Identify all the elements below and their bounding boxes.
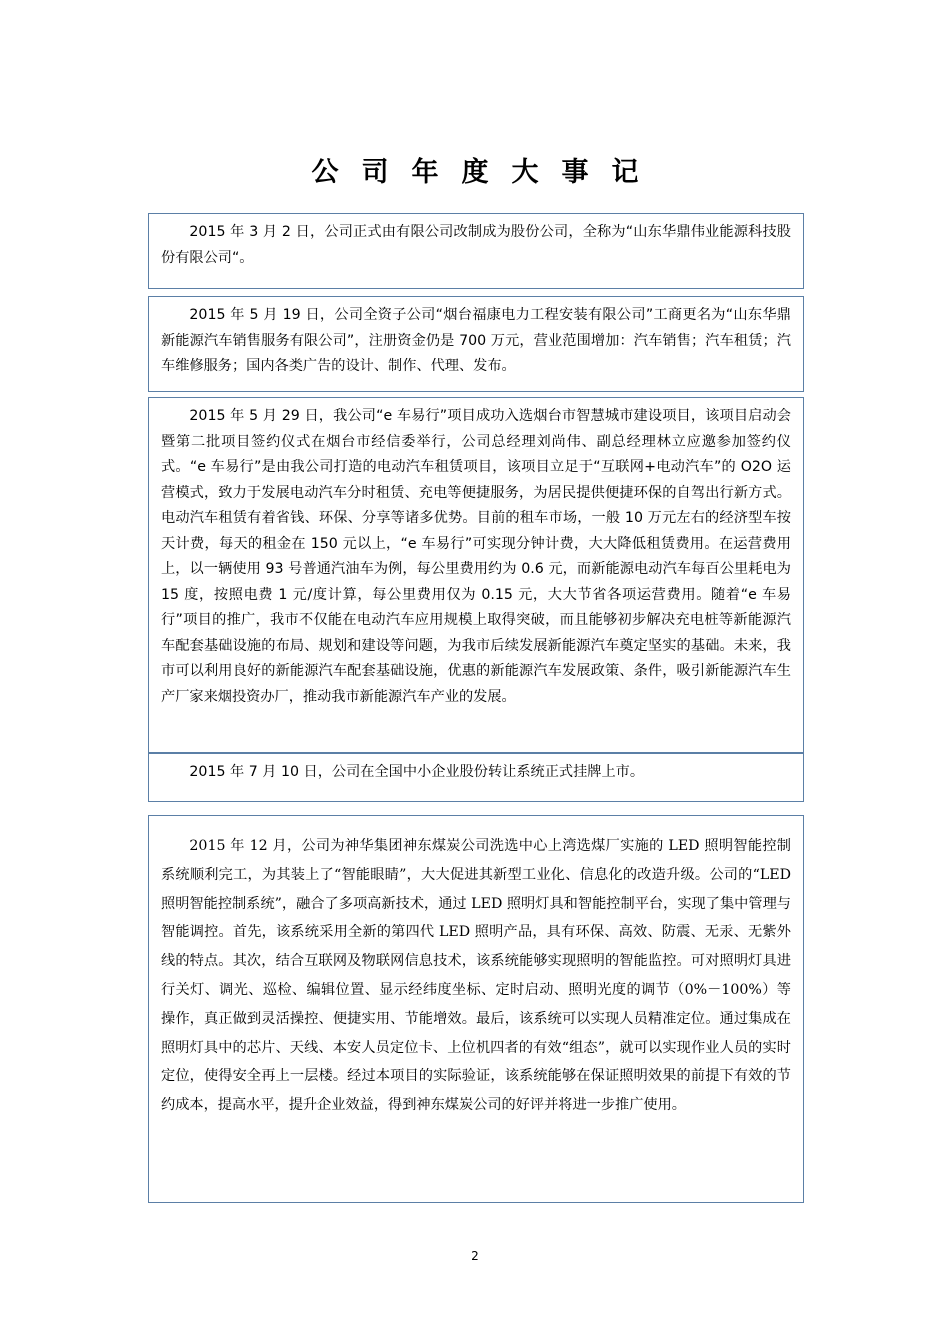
event-text: 2015 年 7 月 10 日，公司在全国中小企业股份转让系统正式挂牌上市。 bbox=[189, 764, 645, 780]
event-text: 2015 年 5 月 19 日，公司全资子公司“烟台福康电力工程安装有限公司”工商更名为“山东华鼎新能源汽车销售服务有限公司”，注册资金仍是 700 万元，营业范围增加：汽车销售；汽车租赁；汽车维修服务；国内各类广告的设计、制作、代理、发布。 bbox=[161, 307, 791, 374]
event-text: 2015 年 3 月 2 日，公司正式由有限公司改制成为股份公司，全称为“山东华鼎伟业能源科技股份有限公司“。 bbox=[161, 224, 791, 266]
event-text: 2015 年 12 月，公司为神华集团神东煤炭公司洗选中心上湾选煤厂实施的 LED 照明智能控制系统顺利完工，为其装上了“智能眼睛”，大大促进其新型工业化、信息化的改造升级。公司的“LED 照明智能控制系统”，融合了多项高新技术，通过 LED 照明灯具和智能控制平台，实现了集中管理与智能调控。首先，该系统采用全新的第四代 LED 照明产品，具有环保、高效、防震、无汞、无紫外线的特点。其次，结合互联网及物联网信息技术，该系统能够实现照明的智能监控。可对照明灯具进行关灯、调光、巡检、编辑位置、显示经纬度坐标、定时启动、照明光度的调节（0%－100%）等操作，真正做到灵活操控、便捷实用、节能增效。最后，该系统可以实现人员精准定位。通过集成在照明灯具中的芯片、天线、本安人员定位卡、上位机四者的有效“组态”，就可以实现作业人员的实时定位，使得安全再上一层楼。经过本项目的实际验证，该系统能够在保证照明效果的前提下有效的节约成本，提高水平，提升企业效益，得到神东煤炭公司的好评并将进一步推广使用。 bbox=[161, 838, 791, 1114]
event-box-2015-03-02 bbox=[148, 213, 804, 289]
event-box-2015-12 bbox=[148, 815, 804, 1203]
event-text: 2015 年 5 月 29 日，我公司“e 车易行”项目成功入选烟台市智慧城市建设项目，该项目启动会暨第二批项目签约仪式在烟台市经信委举行，公司总经理刘尚伟、副总经理林立应邀参加签约仪式。“e 车易行”是由我公司打造的电动汽车租赁项目，该项目立足于“互联网+电动汽车”的 O2O 运营模式，致力于发展电动汽车分时租赁、充电等便捷服务，为居民提供便捷环保的自驾出行新方式。 电动汽车租赁有着省钱、环保、分享等诸多优势。目前的租车市场，一般 10 万元左右的经济型车按天计费，每天的租金在 150 元以上，“e 车易行”可实现分钟计费，大大降低租赁费用。在运营费用上，以一辆使用 93 号普通汽油车为例，每公里费用约为 0.6 元，而新能源电动汽车每百公里耗电为 15 度，按照电费 1 元/度计算，每公里费用仅为 0.15 元，大大节省各项运营费用。随着“e 车易行”项目的推广，我市不仅能在电动汽车应用规模上取得突破，而且能够初步解决充电桩等新能源汽车配套基础设施的布局、规划和建设等问题，为我市后续发展新能源汽车奠定坚实的基础。未来，我市可以利用良好的新能源汽车配套基础设施，优惠的新能源汽车发展政策、条件，吸引新能源汽车生产厂家来烟投资办厂，推动我市新能源汽车产业的发展。 bbox=[161, 408, 791, 705]
event-box-2015-05-19 bbox=[148, 296, 804, 392]
page-number: 2 bbox=[471, 1249, 479, 1263]
event-box-2015-07-10 bbox=[148, 753, 804, 802]
event-box-2015-05-29 bbox=[148, 397, 804, 753]
page-title: 公司年度大事记 bbox=[311, 157, 662, 188]
